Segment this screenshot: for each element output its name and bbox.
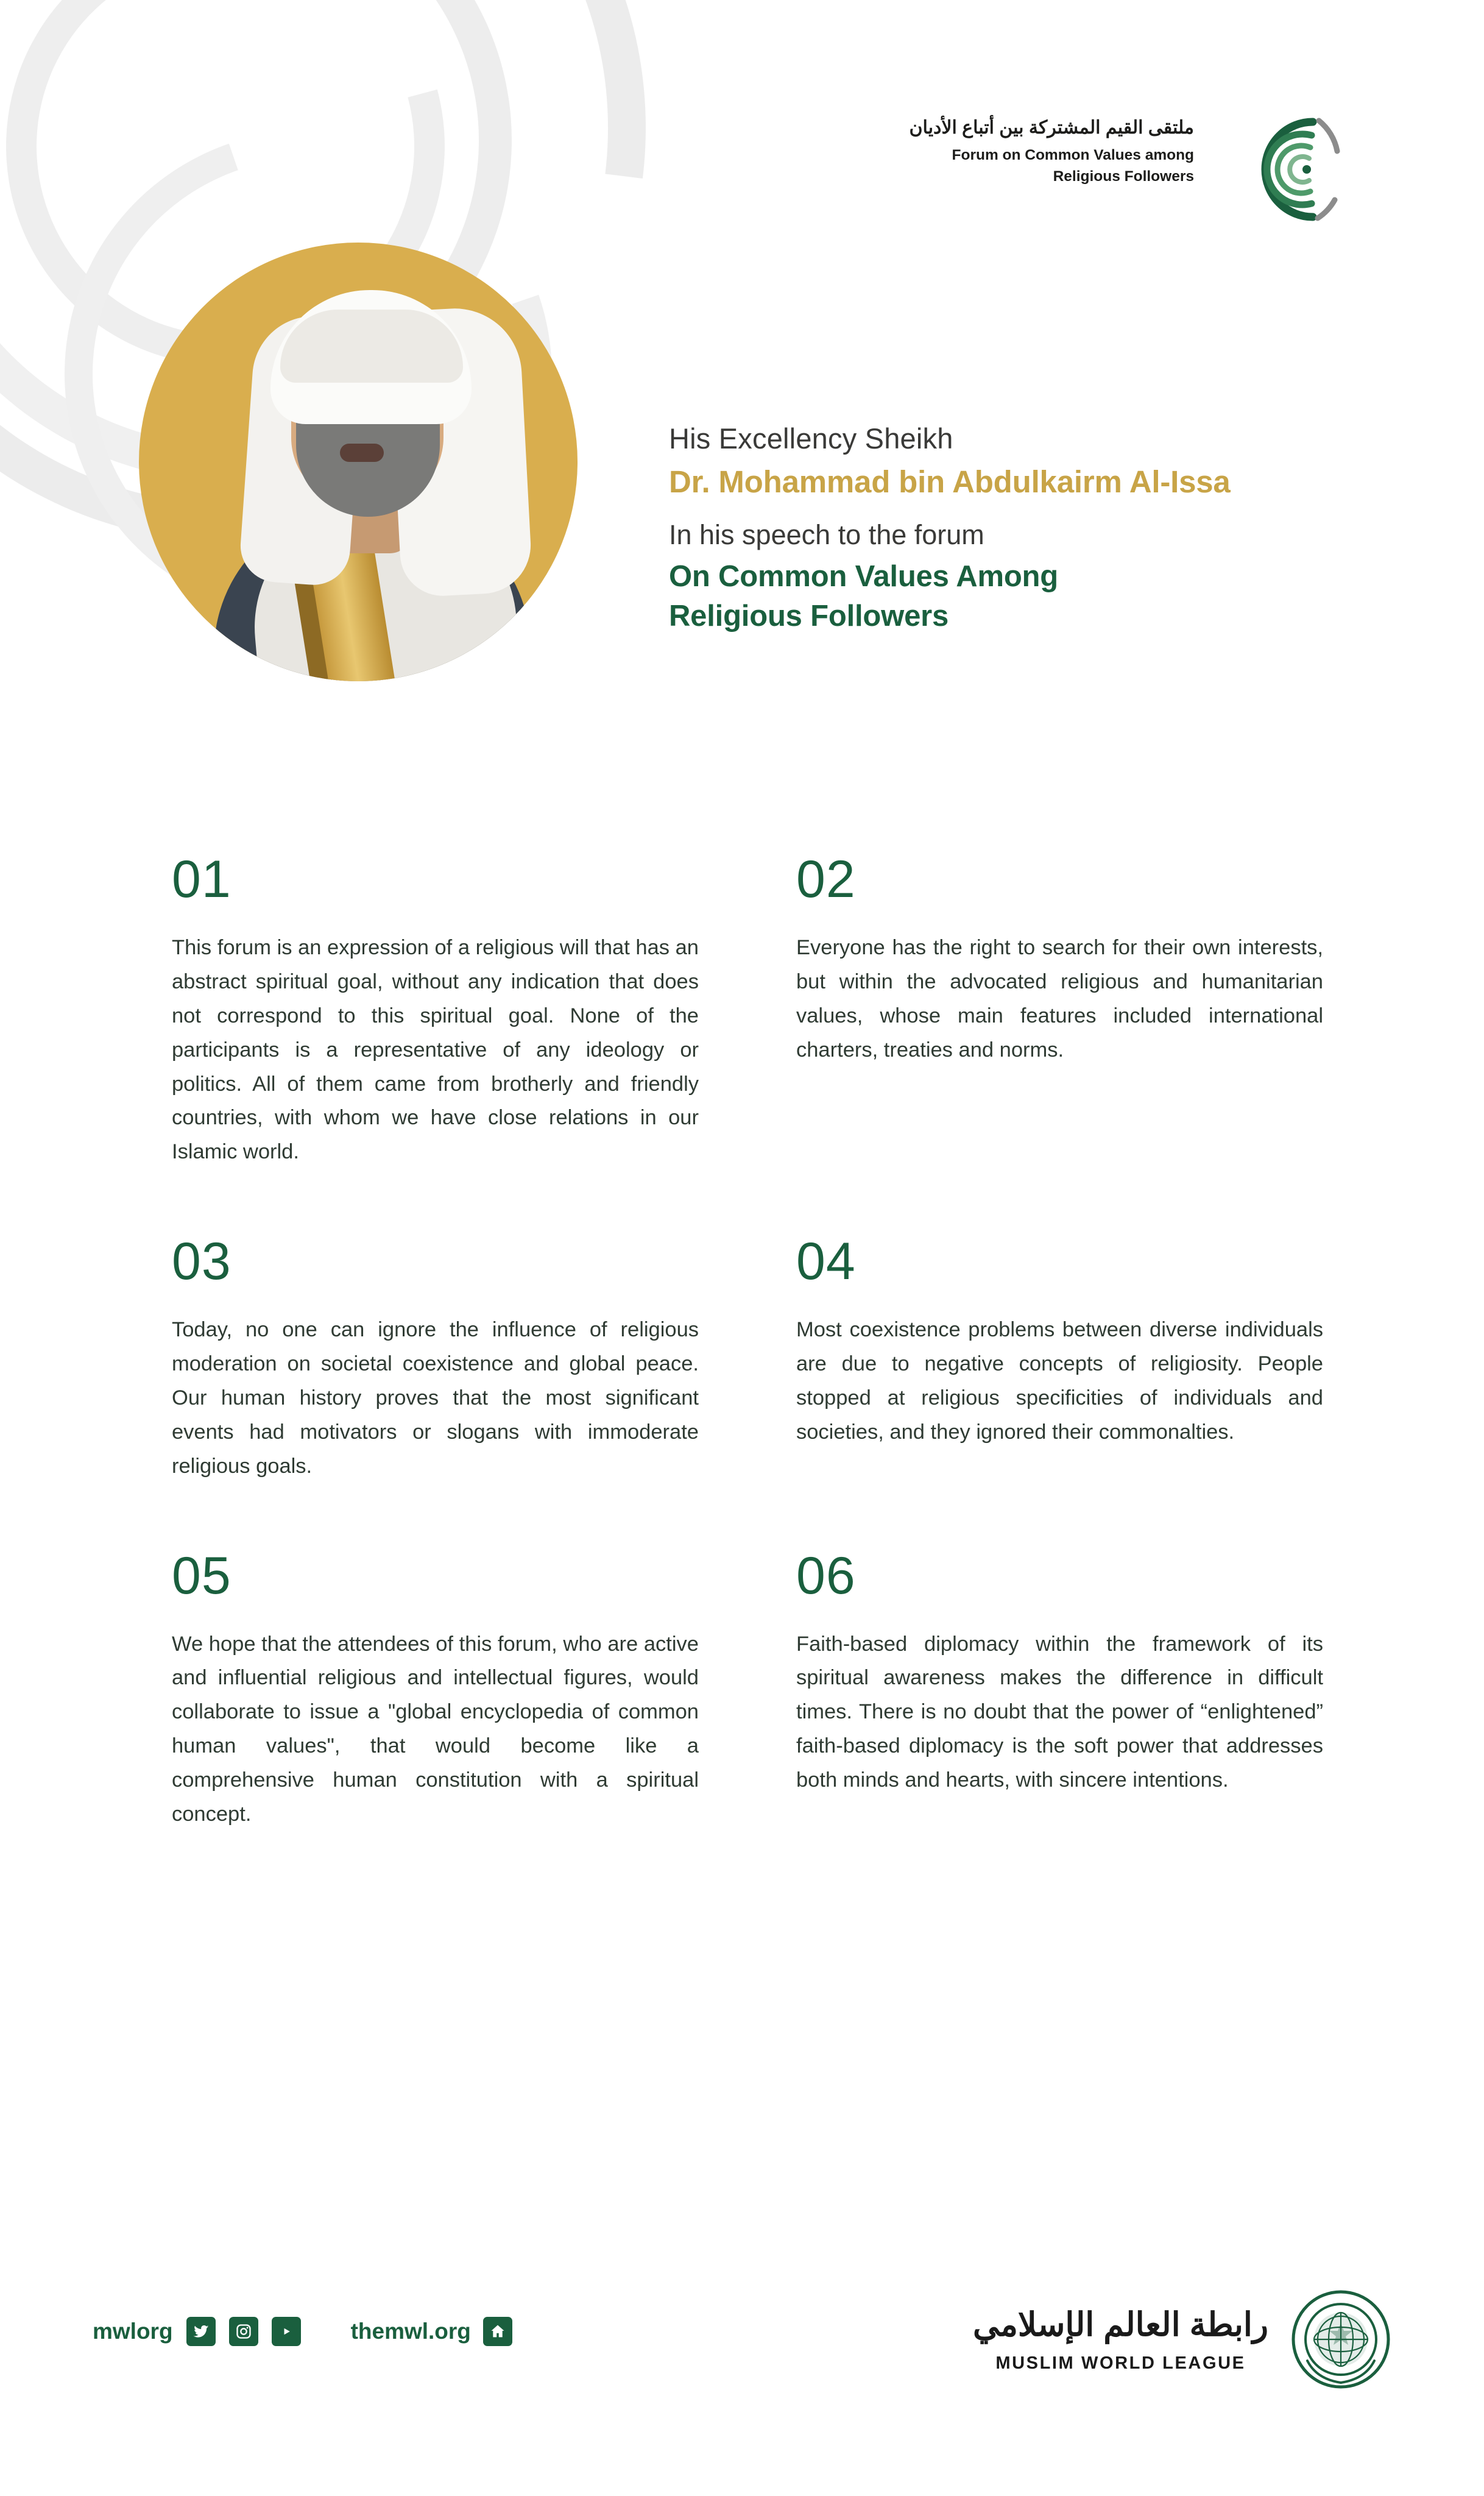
- social-handle: mwlorg: [93, 2319, 173, 2344]
- forum-header: [774, 116, 1346, 213]
- point-text: Everyone has the right to search for their own interests, but within the advocated religious and humanitarian values, whose main features included international charters, treaties and norms.: [796, 936, 1323, 1062]
- mwl-name-arabic: رابطة العالم الإسلامي: [972, 2306, 1268, 2343]
- footer-website-group[interactable]: [351, 2317, 512, 2346]
- point-number: 06: [796, 1546, 856, 1605]
- forum-title-arabic: ملتقى القيم المشتركة بين أتباع الأديان: [909, 118, 1194, 138]
- point-number: 01: [172, 850, 231, 909]
- footer-social-group: [93, 2317, 512, 2346]
- mwl-name-english: MUSLIM WORLD LEAGUE: [995, 2353, 1246, 2373]
- portrait-frame: [139, 243, 578, 681]
- youtube-icon[interactable]: [272, 2317, 301, 2346]
- point-number: 04: [796, 1232, 856, 1291]
- point-number: 05: [172, 1546, 231, 1605]
- point-item: [796, 850, 1323, 1169]
- point-item: [172, 850, 699, 1169]
- avatar: [139, 243, 578, 681]
- point-text: Most coexistence problems between diverse individuals are due to negative concepts of religiosity. People stopped at religious specificities of individuals and societies, and they ignored their commonalties.: [796, 1318, 1323, 1444]
- forum-title-english: [780, 144, 1194, 188]
- points-grid: [172, 850, 1323, 1832]
- point-item: [172, 1232, 699, 1483]
- point-text: Today, no one can ignore the influence of religious moderation on societal coexistence and global peace. Our human history proves that the most significant events had motivators or slogans with immoderate religious goals.: [172, 1318, 699, 1478]
- forum-title-english-line2: Religious Followers: [1053, 168, 1194, 185]
- point-text: We hope that the attendees of this forum, who are active and influential religious and intellectual figures, would collaborate to issue a "global encyclopedia of common human values", that would become like a comprehensive human constitution with a spiritual concept.: [172, 1632, 699, 1826]
- mwl-branding: [973, 2288, 1393, 2391]
- instagram-icon[interactable]: [229, 2317, 258, 2346]
- twitter-icon[interactable]: [186, 2317, 216, 2346]
- point-number: 03: [172, 1232, 231, 1291]
- point-number: 02: [796, 850, 856, 909]
- muslim-world-league-emblem-icon: [1289, 2288, 1393, 2391]
- speaker-info: [669, 422, 1436, 636]
- forum-title-group: [780, 116, 1194, 188]
- speech-title-line2: Religious Followers: [669, 599, 949, 633]
- point-item: [796, 1546, 1323, 1832]
- speech-title-line1: On Common Values Among: [669, 560, 1059, 593]
- point-text: This forum is an expression of a religious will that has an abstract spiritual goal, without any indication that does not correspond to this spiritual goal. None of the participants is a representative of any ideology or politics. All of them came from brotherly and friendly countries, with whom we have close relations in our Islamic world.: [172, 936, 699, 1164]
- speaker-honorific: His Excellency Sheikh: [669, 422, 953, 455]
- home-icon[interactable]: [483, 2317, 512, 2346]
- point-item: [796, 1232, 1323, 1483]
- forum-spiral-logo-icon: [1215, 108, 1346, 230]
- footer: [0, 2234, 1484, 2496]
- point-text: Faith-based diplomacy within the framework of its spiritual awareness makes the difference in difficult times. There is no doubt that the power of “enlightened” faith-based diplomacy is the soft power that addresses both minds and hearts, with sincere intentions.: [796, 1632, 1323, 1792]
- speech-lead-text: In his speech to the forum: [669, 519, 984, 550]
- speech-title: [669, 557, 1436, 636]
- point-item: [172, 1546, 699, 1832]
- speaker-name: Dr. Mohammad bin Abdulkairm Al-Issa: [669, 464, 1231, 499]
- forum-title-english-line1: Forum on Common Values among: [952, 146, 1194, 163]
- website-label: themwl.org: [350, 2319, 471, 2344]
- mwl-text-block: [973, 2305, 1268, 2374]
